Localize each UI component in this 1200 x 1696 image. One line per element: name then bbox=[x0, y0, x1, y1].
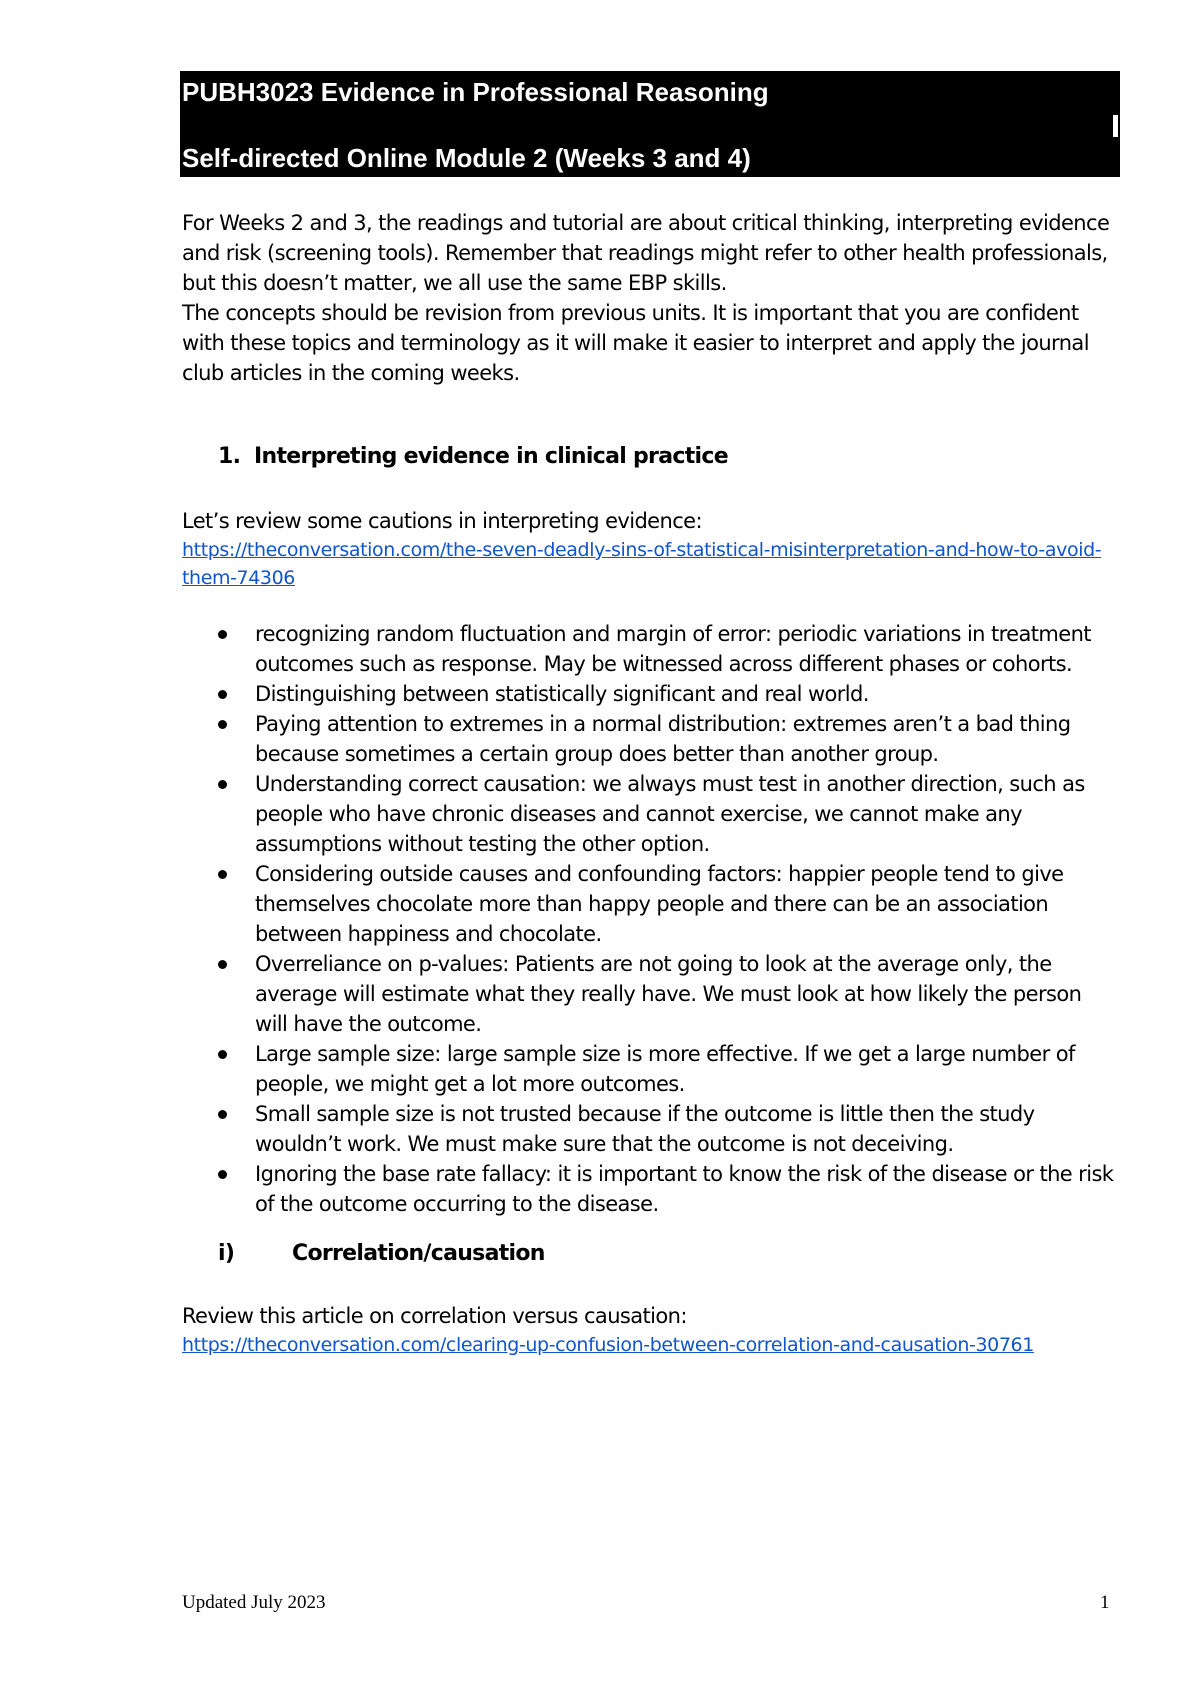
list-item: Overreliance on p-values: Patients are not going to look at the average only, the average will estimate what they really have. We must look at how likely the person will have the outcome. bbox=[218, 949, 1118, 1039]
list-item: Paying attention to extremes in a normal distribution: extremes aren’t a bad thing because sometimes a certain group does better than another group. bbox=[218, 709, 1118, 769]
list-item: Distinguishing between statistically significant and real world. bbox=[218, 679, 1118, 709]
list-item: Small sample size is not trusted because if the outcome is little then the study wouldn’t work. We must make sure that the outcome is not deceiving. bbox=[218, 1099, 1118, 1159]
seven-deadly-sins-link[interactable]: https://theconversation.com/the-seven-deadly-sins-of-statistical-misinterpretation-and-how-to-avoid-them-74306 bbox=[182, 539, 1102, 589]
subsection-i-number: i) bbox=[218, 1241, 235, 1266]
list-item: Large sample size: large sample size is more effective. If we get a large number of people, we might get a lot more outcomes. bbox=[218, 1039, 1118, 1099]
intro-paragraph-1: For Weeks 2 and 3, the readings and tutorial are about critical thinking, interpreting evidence and risk (screening tools). Remember that readings might refer to other health professionals, but this doesn’t matter, we all use the same EBP skills. bbox=[182, 211, 1110, 295]
subsection-i-title: Correlation/causation bbox=[292, 1241, 545, 1266]
footer-updated-date: Updated July 2023 bbox=[182, 1592, 326, 1613]
list-item: Considering outside causes and confounding factors: happier people tend to give themselves chocolate more than happy people and there can be an association between happiness and chocolate. bbox=[218, 859, 1118, 949]
list-item: Understanding correct causation: we always must test in another direction, such as people who have chronic diseases and cannot exercise, we cannot make any assumptions without testing the other option. bbox=[218, 769, 1118, 859]
module-header-banner bbox=[180, 71, 1120, 177]
subsection-i-lead: Review this article on correlation versus causation: bbox=[182, 1304, 687, 1328]
cautions-list bbox=[218, 619, 1118, 1219]
header-marker bbox=[1113, 115, 1118, 137]
section-1-lead-block bbox=[182, 506, 1122, 592]
page-number: 1 bbox=[1100, 1592, 1110, 1613]
subsection-i-lead-block bbox=[182, 1301, 1122, 1359]
course-title: PUBH3023 Evidence in Professional Reasoning bbox=[182, 77, 769, 107]
section-1-number: 1. bbox=[218, 444, 241, 469]
list-item: Ignoring the base rate fallacy: it is important to know the risk of the disease or the risk of the outcome occurring to the disease. bbox=[218, 1159, 1118, 1219]
section-1-title: Interpreting evidence in clinical practice bbox=[254, 444, 728, 469]
subsection-i-heading bbox=[218, 1241, 545, 1266]
list-item: recognizing random fluctuation and margin of error: periodic variations in treatment outcomes such as response. May be witnessed across different phases or cohorts. bbox=[218, 619, 1118, 679]
intro-text bbox=[182, 208, 1122, 388]
section-1-heading bbox=[218, 444, 728, 469]
correlation-causation-link[interactable]: https://theconversation.com/clearing-up-confusion-between-correlation-and-causation-30761 bbox=[182, 1334, 1034, 1356]
module-subtitle: Self-directed Online Module 2 (Weeks 3 and 4) bbox=[182, 143, 751, 173]
intro-paragraph-2: The concepts should be revision from previous units. It is important that you are confident with these topics and terminology as it will make it easier to interpret and apply the journal club articles in the coming weeks. bbox=[182, 301, 1089, 385]
section-1-lead: Let’s review some cautions in interpreting evidence: bbox=[182, 509, 702, 533]
